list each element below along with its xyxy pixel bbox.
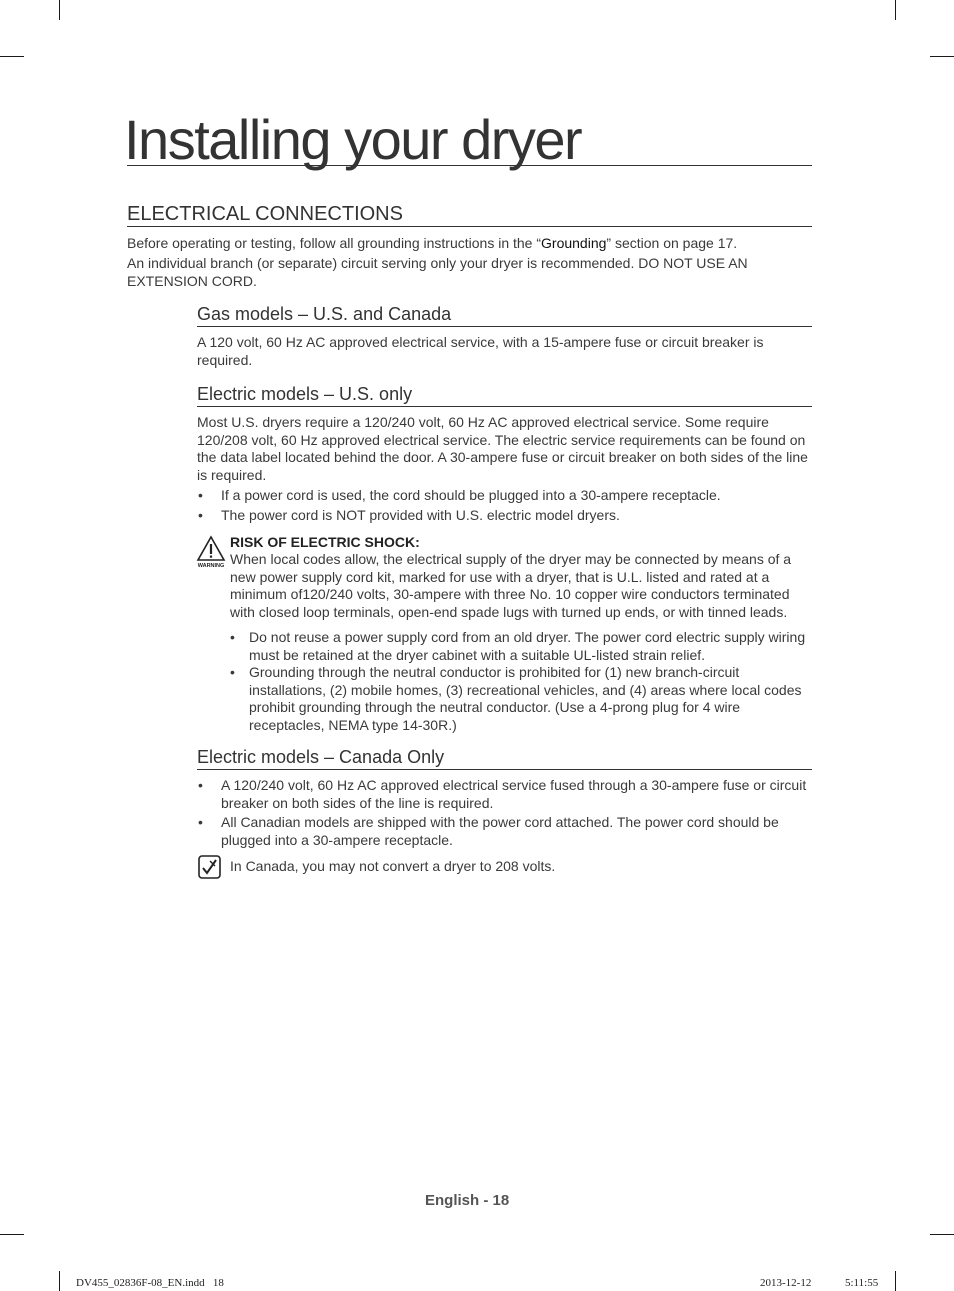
grounding-reference: Grounding xyxy=(541,235,607,251)
warning-title: RISK OF ELECTRIC SHOCK: xyxy=(230,534,420,550)
crop-mark xyxy=(930,1234,954,1235)
gas-models-text: A 120 volt, 60 Hz AC approved electrical service, with a 15-ampere fuse or circuit breaker is required. xyxy=(197,334,764,368)
crop-mark xyxy=(930,56,954,57)
print-slug-file: DV455_02836F-08_EN.indd 18 xyxy=(76,1277,224,1289)
page-title: Installing your dryer xyxy=(124,108,582,171)
print-slug-time: 5:11:55 xyxy=(845,1277,879,1289)
page-title-rule xyxy=(124,108,812,171)
warning-text: When local codes allow, the electrical supply of the dryer may be connected by means of a new power supply cord kit, marked for use with a dryer, that is U.L. listed and rated at a minimum of120/240 volts, 30-ampere with three No. 10 copper wire conductors terminated with closed loop terminals, open-end spade lugs with turned up ends, or with tinned leads. xyxy=(230,551,792,620)
note-text: In Canada, you may not convert a dryer to 208 volts. xyxy=(230,858,556,874)
warning-icon-label: WARNING xyxy=(197,563,225,569)
gas-models-heading: Gas models – U.S. and Canada xyxy=(197,303,812,327)
crop-mark xyxy=(895,0,896,20)
electric-us-text: Most U.S. dryers require a 120/240 volt, 60 Hz AC approved electrical service. Some require 120/208 volt, 60 Hz approved electrical service. The electric service requirements can be found on the data label located behind the door. A 30-ampere fuse or circuit breaker on both sides of the line is required. xyxy=(197,414,808,483)
section-heading: ELECTRICAL CONNECTIONS xyxy=(127,202,812,227)
crop-mark xyxy=(59,0,60,20)
crop-mark xyxy=(0,1234,24,1235)
crop-mark xyxy=(0,56,24,57)
electric-canada-heading: Electric models – Canada Only xyxy=(197,746,812,770)
crop-mark xyxy=(895,1271,896,1291)
intro-paragraph-1: Before operating or testing, follow all grounding instructions in the “Grounding” section on page 17. xyxy=(127,235,738,251)
warning-icon xyxy=(196,535,226,571)
intro-paragraph-2: An individual branch (or separate) circuit serving only your dryer is recommended. DO NOT USE AN EXTENSION CORD. xyxy=(127,255,748,289)
print-slug-date: 2013-12-12 xyxy=(760,1277,812,1289)
electric-us-heading: Electric models – U.S. only xyxy=(197,383,812,407)
page-number: English - 18 xyxy=(425,1192,510,1209)
note-icon xyxy=(198,855,221,879)
crop-mark xyxy=(59,1271,60,1291)
